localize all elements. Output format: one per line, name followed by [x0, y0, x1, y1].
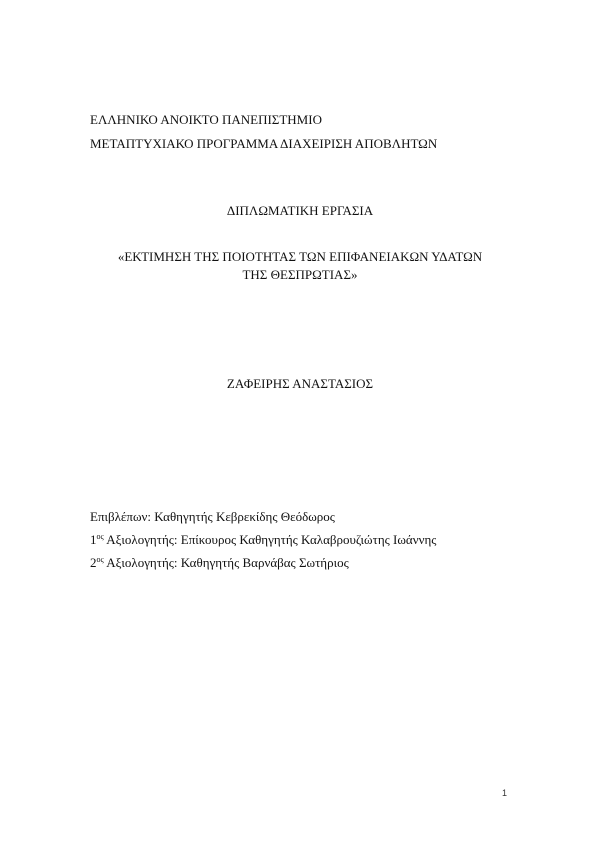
examiner-1-number: 1 [90, 532, 97, 547]
page-number: 1 [502, 788, 508, 798]
author-name: ΖΑΦΕΙΡΗΣ ΑΝΑΣΤΑΣΙΟΣ [226, 376, 374, 391]
examiner-1-ordinal: ος [96, 532, 104, 541]
supervisor-line: Επιβλέπων: Καθηγητής Κεβρεκίδης Θεόδωρος [90, 509, 335, 524]
examiner-2-ordinal: ος [96, 555, 104, 564]
examiner-1-text: Αξιολογητής: Επίκουρος Καθηγητής Καλαβρουζιώτης Ιωάννης [103, 532, 437, 547]
examiner-2-text: Αξιολογητής: Καθηγητής Βαρνάβας Σωτήριος [103, 555, 349, 570]
thesis-title-line-2: ΤΗΣ ΘΕΣΠΡΩΤΙΑΣ» [242, 267, 358, 282]
thesis-title-line-1: «ΕΚΤΙΜΗΣΗ ΤΗΣ ΠΟΙΟΤΗΤΑΣ ΤΩΝ ΕΠΙΦΑΝΕΙΑΚΩΝ ΥΔΑΤΩΝ [117, 249, 483, 264]
examiner-2-line [90, 555, 349, 571]
document-type: ΔΙΠΛΩΜΑΤΙΚΗ ΕΡΓΑΣΙΑ [226, 203, 374, 218]
examiner-1-line [90, 532, 436, 548]
examiner-2-number: 2 [90, 555, 97, 570]
program-name: ΜΕΤΑΠΤΥΧΙΑΚΟ ΠΡΟΓΡΑΜΜΑ ΔΙΑΧΕΙΡΙΣΗ ΑΠΟΒΛΗΤΩΝ [90, 136, 438, 151]
university-name: ΕΛΛΗΝΙΚΟ ΑΝΟΙΚΤΟ ΠΑΝΕΠΙΣΤΗΜΙΟ [90, 112, 322, 127]
